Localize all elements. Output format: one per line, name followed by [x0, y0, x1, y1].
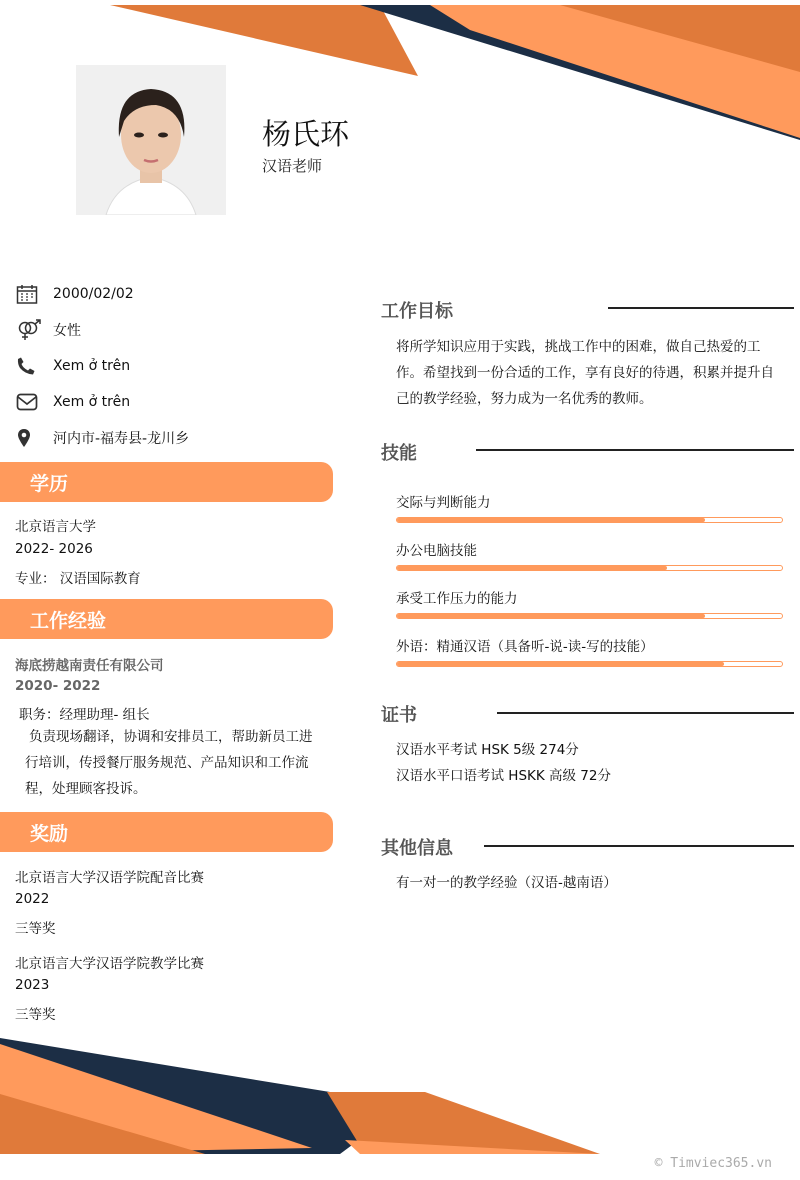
- skill-label: 外语：精通汉语（具备听-说-读-写的技能）: [396, 639, 654, 655]
- certificates-divider: [497, 712, 794, 714]
- bottom-decoration: [0, 1030, 800, 1160]
- experience-heading: 工作经验: [0, 599, 333, 639]
- objective-text: 将所学知识应用于实践，挑战工作中的困难，做自己热爱的工作。希望找到一份合适的工作，享有良好的待遇，积累并提升自己的教学经验，努力成为一名优秀的教师。: [396, 339, 774, 407]
- contact-birthdate: [16, 282, 134, 306]
- other-item: 有一对一的教学经验（汉语-越南语）: [396, 875, 617, 891]
- education-school: 北京语言大学: [15, 519, 96, 535]
- skill-bar: [396, 613, 783, 619]
- award-year: 2023: [15, 977, 50, 993]
- phone-icon: [16, 355, 42, 377]
- phone-text: Xem ở trên: [53, 358, 131, 374]
- experience-role: 职务：经理助理- 组长: [19, 707, 150, 723]
- experience-description: 负责现场翻译，协调和安排员工，帮助新员工进行培训，传授餐厅服务规范、产品知识和工作流程，处理顾客投诉。: [25, 729, 313, 797]
- profile-photo: [76, 65, 226, 215]
- skills-heading: 技能: [381, 439, 425, 465]
- calendar-icon: [16, 283, 42, 305]
- awards-heading: 奖励: [0, 812, 333, 852]
- certificate-item: 汉语水平考试 HSK 5级 274分: [396, 742, 579, 758]
- skills-divider: [476, 449, 794, 451]
- gender-text: 女性: [53, 323, 81, 339]
- other-divider: [484, 845, 794, 847]
- contact-phone: [16, 354, 131, 378]
- skill-bar-fill: [397, 518, 705, 522]
- award-result: 三等奖: [15, 921, 56, 937]
- skill-label: 承受工作压力的能力: [396, 591, 518, 607]
- experience-period: 2020- 2022: [15, 678, 101, 694]
- award-year: 2022: [15, 891, 50, 907]
- contact-gender: [16, 318, 81, 342]
- mail-icon: [16, 391, 42, 413]
- birthdate-text: 2000/02/02: [53, 286, 134, 302]
- skill-bar: [396, 661, 783, 667]
- objective-heading: 工作目标: [381, 297, 461, 323]
- skill-bar: [396, 565, 783, 571]
- education-major: 专业： 汉语国际教育: [15, 571, 141, 587]
- contact-email: [16, 390, 131, 414]
- education-period: 2022- 2026: [15, 541, 93, 557]
- footer-watermark: © Timviec365.vn: [654, 1156, 772, 1171]
- other-heading: 其他信息: [381, 834, 461, 860]
- skill-label: 交际与判断能力: [396, 495, 491, 511]
- experience-company: 海底捞越南责任有限公司: [15, 658, 164, 674]
- profile-name: 杨氏环: [262, 117, 350, 151]
- objective-divider: [608, 307, 794, 309]
- award-result: 三等奖: [15, 1007, 56, 1023]
- certificates-heading: 证书: [381, 701, 425, 727]
- certificate-item: 汉语水平口语考试 HSKK 高级 72分: [396, 768, 611, 784]
- skill-bar-fill: [397, 662, 724, 666]
- gender-icon: [16, 319, 42, 341]
- award-name: 北京语言大学汉语学院教学比赛: [15, 956, 204, 972]
- skill-bar-fill: [397, 566, 667, 570]
- award-name: 北京语言大学汉语学院配音比赛: [15, 870, 204, 886]
- address-text: 河内市-福寿县-龙川乡: [53, 431, 190, 447]
- profile-title: 汉语老师: [262, 157, 323, 175]
- skill-label: 办公电脑技能: [396, 543, 477, 559]
- skill-bar-fill: [397, 614, 705, 618]
- education-heading: 学历: [0, 462, 333, 502]
- contact-address: [16, 426, 190, 450]
- skill-bar: [396, 517, 783, 523]
- location-icon: [16, 427, 42, 449]
- email-text: Xem ở trên: [53, 394, 131, 410]
